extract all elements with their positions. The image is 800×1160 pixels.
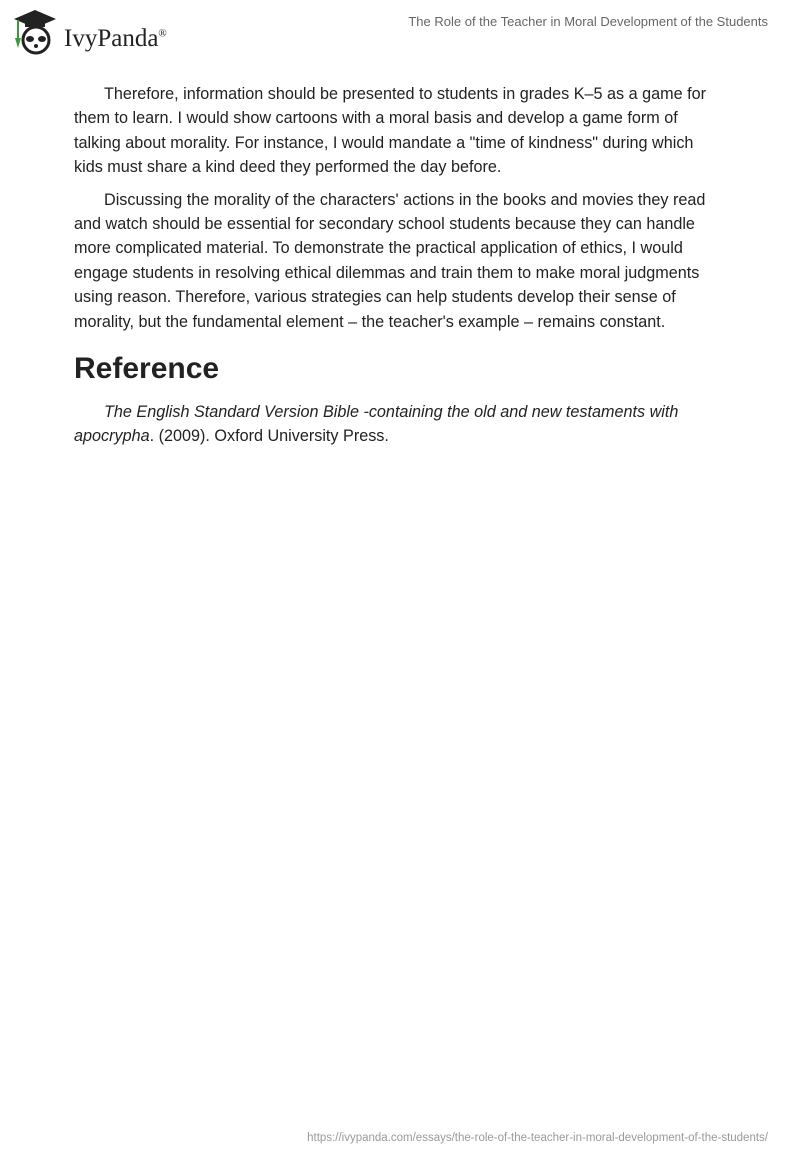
body-paragraph: Discussing the morality of the characters' actions in the books and movies they read and watch should be essential for secondary school students because they can handle more complicated material. To demonstrate the practical application of ethics, I would engage students in resolving ethical dilemmas and train them to make moral judgments using reason. Therefore, various strategies can help students develop their sense of morality, but the fundamental element – the teacher's example – remains constant. xyxy=(74,190,706,331)
logo-text: IvyPanda xyxy=(64,25,159,52)
source-url[interactable]: https://ivypanda.com/essays/the-role-of-the-teacher-in-moral-development-of-the-students/ xyxy=(307,1132,768,1144)
panda-graduate-icon xyxy=(12,8,58,56)
reference-details: . (2009). Oxford University Press. xyxy=(149,427,389,446)
registered-mark: ® xyxy=(158,27,167,40)
reference-heading: Reference xyxy=(74,352,220,386)
ivypanda-logo[interactable] xyxy=(12,8,167,56)
document-title: The Role of the Teacher in Moral Development of the Students xyxy=(408,14,768,29)
body-paragraph: Therefore, information should be presented to students in grades K–5 as a game for them to learn. I would show cartoons with a moral basis and develop a game form of talking about morality. For instance, I would mandate a "time of kindness" during which kids must share a kind deed they performed the day before. xyxy=(74,85,706,177)
reference-entry xyxy=(74,400,710,449)
essay-content xyxy=(74,82,710,457)
reference-title: The English Standard Version Bible -containing the old and new testaments with apocrypha xyxy=(74,403,679,446)
